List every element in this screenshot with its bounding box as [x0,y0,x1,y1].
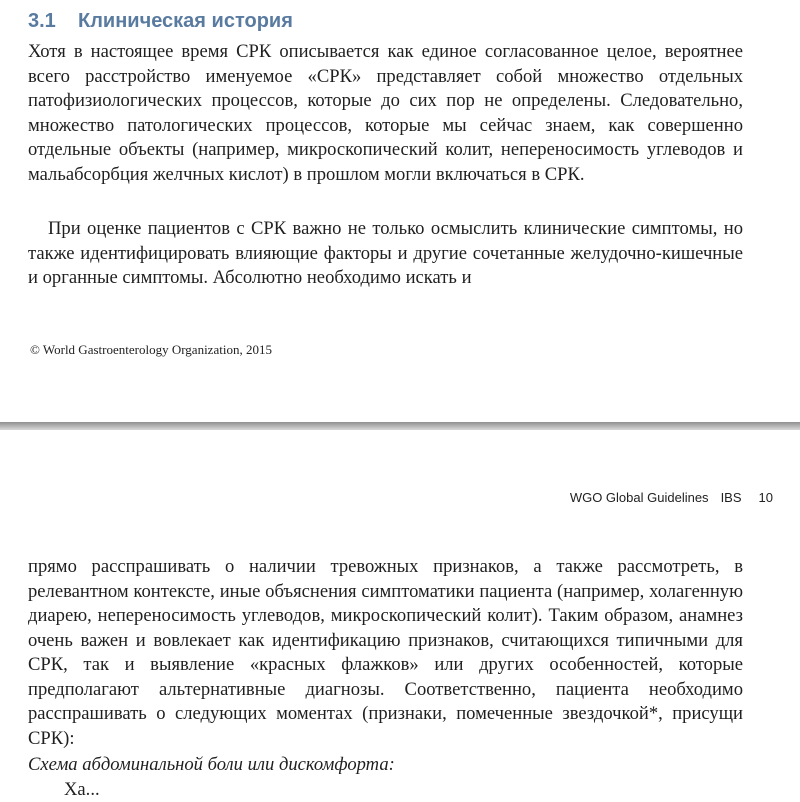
section-heading [28,10,293,33]
running-header-topic: IBS [720,490,742,505]
running-header-series: WGO Global Guidelines [569,490,709,505]
copyright-footer: © World Gastroenterology Organization, 2015 [30,342,272,357]
paragraph-history-taking: прямо расспрашивать о наличии тревожных признаков, а также рассмотреть, в релевантном контексте, иные объяснения симптоматики пациента (например, холагенную диарею, непереносимость углеводов, микроскопический колит). Таким образом, анамнез очень важен и вовлекает как идентификацию признаков, считающихся типичными для СРК, так и выявление «красных флажков» или других особенностей, которые предполагают альтернативные диагнозы. Соответственно, пациента необходимо расспрашивать о следующих моментах (признаки, помеченные звездочкой*, присущи СРК): [28,556,743,749]
abdominal-pain-heading: Схема абдоминальной боли или дискомфорта: [28,754,395,775]
page-divider [0,422,800,430]
paragraph-patient-evaluation: При оценке пациентов с СРК важно не только осмыслить клинические симптомы, но также идентифицировать влияющие факторы и другие сочетанные желудочно-кишечные и органные симптомы. Абсолютно необходимо искать и [28,218,743,288]
section-number: 3.1 [28,10,56,32]
cut-off-line: Ха... [64,779,100,800]
running-header [570,490,773,505]
page-number: 10 [758,490,773,505]
section-title: Клиническая история [78,10,293,32]
paragraph-ibs-definition: Хотя в настоящее время СРК описывается как единое согласованное целое, вероятнее всего расстройство именуемое «СРК» представляет собой множество отдельных патофизиологических процессов, которые до сих пор не определены. Следовательно, множество патологических процессов, которые мы сейчас знаем, как совершенно отдельные объекты (например, микроскопический колит, непереносимость углеводов и мальабсорбция желчных кислот) в прошлом могли включаться в СРК. [28,41,743,185]
